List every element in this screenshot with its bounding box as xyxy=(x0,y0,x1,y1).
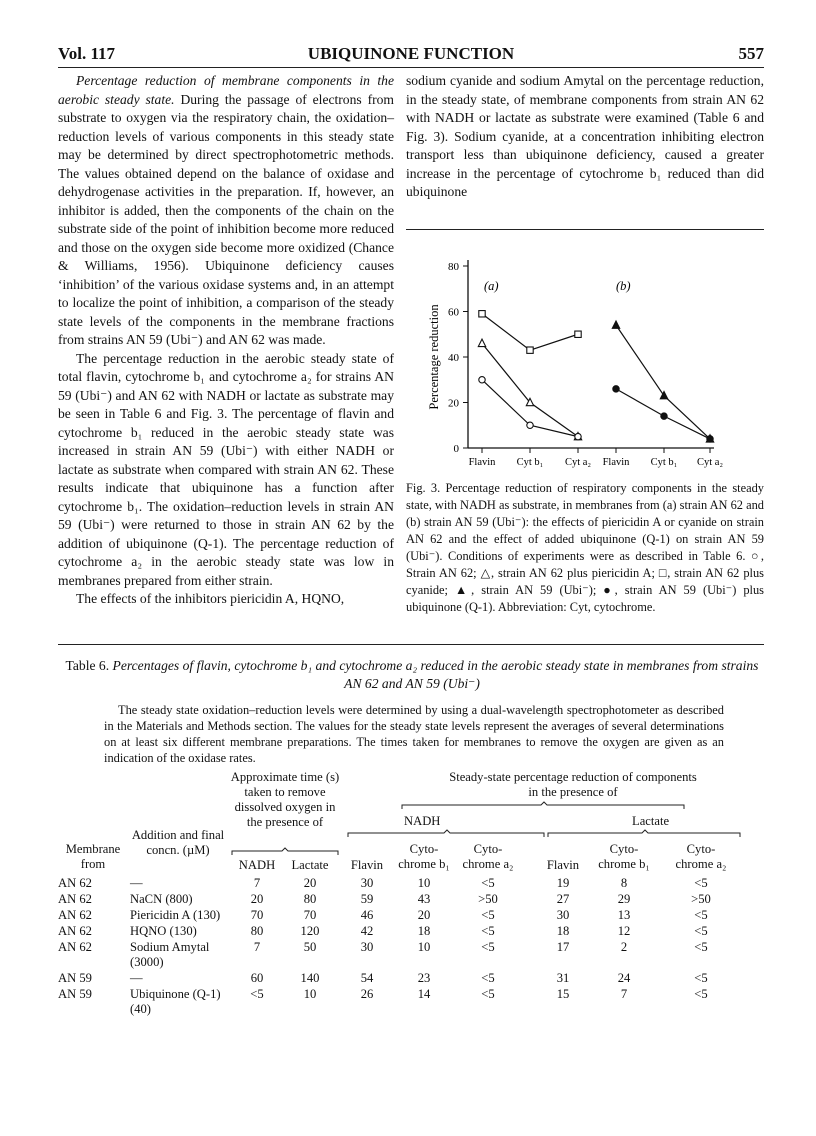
table-cell: Ubiquinone (Q-1) (40) xyxy=(130,987,221,1016)
x-tick-label: Cyt a₂ xyxy=(696,457,724,468)
paragraph-3: The effects of the inhibitors piericidin A, HQNO, xyxy=(76,591,345,606)
table-cell: NaCN (800) xyxy=(130,892,193,906)
table-cell: 14 xyxy=(417,987,431,1001)
data-table xyxy=(58,770,764,1030)
table-note: The steady state oxidation–reduction levels were determined by using a dual-wavelength spectrophotometer as described in the Materials and Methods section. The values for the steady state levels represent the averages of several determinations on at least six different membrane preparations. The times taken for membranes to remove the oxygen are given as an indication of the oxidase rates. xyxy=(104,703,724,765)
right-column xyxy=(406,72,764,202)
table-cell: 27 xyxy=(556,892,570,906)
table-cell: 10 xyxy=(303,987,317,1001)
header-nadh-group: NADH xyxy=(404,814,441,828)
brace-time xyxy=(232,848,338,856)
table-cell: 10 xyxy=(417,940,431,954)
table-cell: 50 xyxy=(303,940,317,954)
table-cell: 42 xyxy=(360,924,374,938)
table-cell: 54 xyxy=(360,971,374,985)
table-cell: 18 xyxy=(417,924,431,938)
table-cell: — xyxy=(130,876,143,890)
data-point-circle xyxy=(527,422,533,428)
table-cell: 26 xyxy=(360,987,374,1001)
x-tick-label: Flavin xyxy=(468,457,496,468)
table-cell: 7 xyxy=(620,987,628,1001)
panel-label: (a) xyxy=(484,279,499,293)
table-cell: <5 xyxy=(250,987,264,1001)
header-membrane: Membrane from xyxy=(65,842,121,871)
table-cell: 60 xyxy=(250,971,264,985)
table-cell: 2 xyxy=(620,940,628,954)
table-cell: <5 xyxy=(481,876,495,890)
table-cell: 20 xyxy=(250,892,264,906)
table-cell: <5 xyxy=(694,987,708,1001)
y-axis-label: Percentage reduction xyxy=(427,304,441,410)
data-point-circle xyxy=(707,436,713,442)
running-header xyxy=(58,44,764,66)
paragraph-2: The percentage reduction in the aerobic steady state of total flavin, cytochrome b₁ and cytochrome a₂ for strains AN 59 (Ubi⁻) and AN 62 with NADH or lactate as substrate may be seen in Table 6 and Fig. 3. The percentage of flavin and cytochrome b₁ reduced in the aerobic steady state was increased in strain AN 59 (Ubi⁻) with either NADH or lactate as substrate when compared with strain AN 62. These results indicate that ubiquinone has a function after cytochrome b₁. The oxidation–reduction levels in strain AN 59 (Ubi⁻) were returned to those in strain AN 62 by the addition of ubiquinone (Q-1). The percentage reduction of cytochrome a₂ in the aerobic steady state was low in membranes prepared from either strain. xyxy=(58,350,394,588)
table-cell: 120 xyxy=(300,924,320,938)
figure-caption: Fig. 3. Percentage reduction of respiratory components in the steady state, with NADH as substrate, in membranes from (a) strain AN 62 and (b) strain AN 59 (Ubi⁻): the effects of piericidin A or cyanide on strain AN 62 and the effect of added ubiquinone (Q-1) on strain AN 59 (Ubi⁻). Conditions of experiments were as described in Table 6. ○, Strain AN 62; △, strain AN 62 plus piericidin A; □, strain AN 62 plus cyanide; ▲, strain AN 59 (Ubi⁻); ●, strain AN 59 (Ubi⁻) plus ubiquinone (Q-1). Abbreviation: Cyt, cytochrome. xyxy=(406,481,764,614)
table-cell: 19 xyxy=(556,876,570,890)
panel-label: (b) xyxy=(616,279,631,293)
table-cell: 30 xyxy=(360,940,374,954)
y-tick-label: 80 xyxy=(448,261,459,273)
table-cell: HQNO (130) xyxy=(130,924,197,938)
table-cell: <5 xyxy=(481,908,495,922)
table-cell: 23 xyxy=(417,971,431,985)
series-line xyxy=(482,314,578,350)
right-paragraph-1: sodium cyanide and sodium Amytal on the percentage reduction, in the steady state, of membrane components from strain AN 62 with NADH or lactate as substrate were examined (Table 6 and Fig. 3). Sodium cyanide, at a concentration inhibiting electron transport less than ubiquinone deficiency, caused a greater increase in the percentage of cytochrome b₁ reduced than did ubiquinone xyxy=(406,73,764,199)
table-cell: <5 xyxy=(694,908,708,922)
table-cell: AN 59 xyxy=(58,987,92,1001)
table-cell: 30 xyxy=(556,908,570,922)
table-cell: 70 xyxy=(303,908,317,922)
table-cell: 30 xyxy=(360,876,374,890)
data-point-circle xyxy=(661,413,667,419)
header-nadh-flavin: Flavin xyxy=(350,858,384,872)
table-cell: <5 xyxy=(694,940,708,954)
data-point-square xyxy=(527,347,533,353)
table-cell: Sodium Amytal (3000) xyxy=(130,940,210,969)
table-cell: <5 xyxy=(481,924,495,938)
table-cell: 12 xyxy=(617,924,631,938)
left-column xyxy=(58,72,394,609)
table-cell: 29 xyxy=(617,892,631,906)
section-rule xyxy=(58,644,764,645)
section-heading: Percentage reduction of membrane components in the aerobic steady state. xyxy=(58,73,394,107)
table-cell: 15 xyxy=(556,987,570,1001)
header-lactate-cytb1: Cyto- chrome b₁ xyxy=(598,842,650,871)
brace-nadh xyxy=(348,830,544,838)
table-cell: 18 xyxy=(556,924,570,938)
table-cell: 17 xyxy=(556,940,570,954)
table-cell: Piericidin A (130) xyxy=(130,908,221,922)
y-tick-label: 40 xyxy=(448,352,459,364)
brace-lactate xyxy=(548,830,740,838)
volume-label: Vol. 117 xyxy=(58,44,116,63)
table-cell: >50 xyxy=(478,892,498,906)
table-cell: 70 xyxy=(250,908,264,922)
data-point-square xyxy=(575,331,581,337)
header-time-lactate: Lactate xyxy=(291,858,329,872)
table-cell: AN 62 xyxy=(58,940,92,954)
data-point-triangle xyxy=(478,339,485,346)
table-cell: 7 xyxy=(253,940,261,954)
table-cell: <5 xyxy=(481,940,495,954)
table-cell: AN 62 xyxy=(58,892,92,906)
header-lactate-flavin: Flavin xyxy=(546,858,580,872)
x-tick-label: Flavin xyxy=(602,457,630,468)
table-cell: <5 xyxy=(694,876,708,890)
table-cell: 20 xyxy=(303,876,317,890)
table-cell: 80 xyxy=(250,924,264,938)
data-point-triangle xyxy=(612,321,619,328)
table-cell: 13 xyxy=(617,908,631,922)
table-cell: <5 xyxy=(694,971,708,985)
y-tick-label: 0 xyxy=(453,443,459,455)
table-cell: AN 59 xyxy=(58,971,92,985)
header-nadh-cyta2: Cyto- chrome a₂ xyxy=(462,842,514,871)
x-tick-label: Cyt b₁ xyxy=(650,457,678,468)
paragraph-1 xyxy=(58,72,394,350)
header-steady-group: Steady-state percentage reduction of components in the presence of xyxy=(449,770,697,799)
table-cell: 20 xyxy=(417,908,431,922)
table-cell: 46 xyxy=(360,908,374,922)
x-tick-label: Cyt a₂ xyxy=(564,457,592,468)
y-tick-label: 20 xyxy=(448,397,459,410)
table-cell: <5 xyxy=(694,924,708,938)
series-line xyxy=(616,325,710,439)
table-cell: 59 xyxy=(360,892,374,906)
table-cell: AN 62 xyxy=(58,924,92,938)
data-point-square xyxy=(479,311,485,317)
table-caption-text: Percentages of flavin, cytochrome b₁ and cytochrome a₂ reduced in the aerobic steady state in membranes from strains AN 62 and AN 59 (Ubi⁻) xyxy=(112,658,759,691)
header-nadh-cytb1: Cyto- chrome b₁ xyxy=(398,842,450,871)
header-lactate-cyta2: Cyto- chrome a₂ xyxy=(675,842,727,871)
table-cell: — xyxy=(130,971,143,985)
table-caption xyxy=(62,657,762,693)
page-number: 557 xyxy=(738,44,764,63)
header-time-group: Approximate time (s) taken to remove dissolved oxygen in the presence of xyxy=(230,770,340,829)
table-cell: 8 xyxy=(620,876,628,890)
header-time-nadh: NADH xyxy=(238,858,276,872)
table-cell: >50 xyxy=(691,892,711,906)
table-cell: 7 xyxy=(253,876,261,890)
table-cell: 10 xyxy=(417,876,431,890)
figure-3-chart xyxy=(406,250,764,472)
brace-steady xyxy=(402,802,684,810)
data-point-circle xyxy=(575,433,581,439)
figure-top-rule xyxy=(406,229,764,230)
table-cell: <5 xyxy=(481,987,495,1001)
header-addition: Addition and final concn. (µM) xyxy=(131,828,225,857)
y-tick-label: 60 xyxy=(448,306,459,319)
table-cell: <5 xyxy=(481,971,495,985)
table-cell: 140 xyxy=(300,971,320,985)
table-cell: 80 xyxy=(303,892,317,906)
running-title: UBIQUINONE FUNCTION xyxy=(307,44,515,63)
table-cell: 24 xyxy=(617,971,631,985)
table-cell: 43 xyxy=(417,892,431,906)
data-point-circle xyxy=(479,377,485,383)
header-lactate-group: Lactate xyxy=(632,814,670,828)
paragraph-1-body: During the passage of electrons from substrate to oxygen via the respiratory chain, the oxidation–reduction levels of various components in this steady state may be determined by direct spectrophotometric methods. The values obtained depend on the balance of oxidase and dehydrogenase activities in the preparation. If, however, an inhibitor is added, then the components of the chain on the substrate side of the point of inhibition become more reduced and those on the oxygen side become more oxidized (Chance & Williams, 1956). Ubiquinone deficiency causes ‘inhibition’ of the various oxidase systems and, in an attempt to localize the point of inhibition, a comparison of the steady state levels of the components in the membrane fractions from strains AN 59 (Ubi⁻) and AN 62 was made. xyxy=(58,91,394,347)
table-cell: AN 62 xyxy=(58,908,92,922)
x-tick-label: Cyt b₁ xyxy=(516,457,544,468)
data-point-circle xyxy=(613,386,619,392)
table-cell: 31 xyxy=(556,971,570,985)
header-rule xyxy=(58,67,764,68)
table-caption-label: Table 6. xyxy=(65,658,110,673)
table-cell: AN 62 xyxy=(58,876,92,890)
